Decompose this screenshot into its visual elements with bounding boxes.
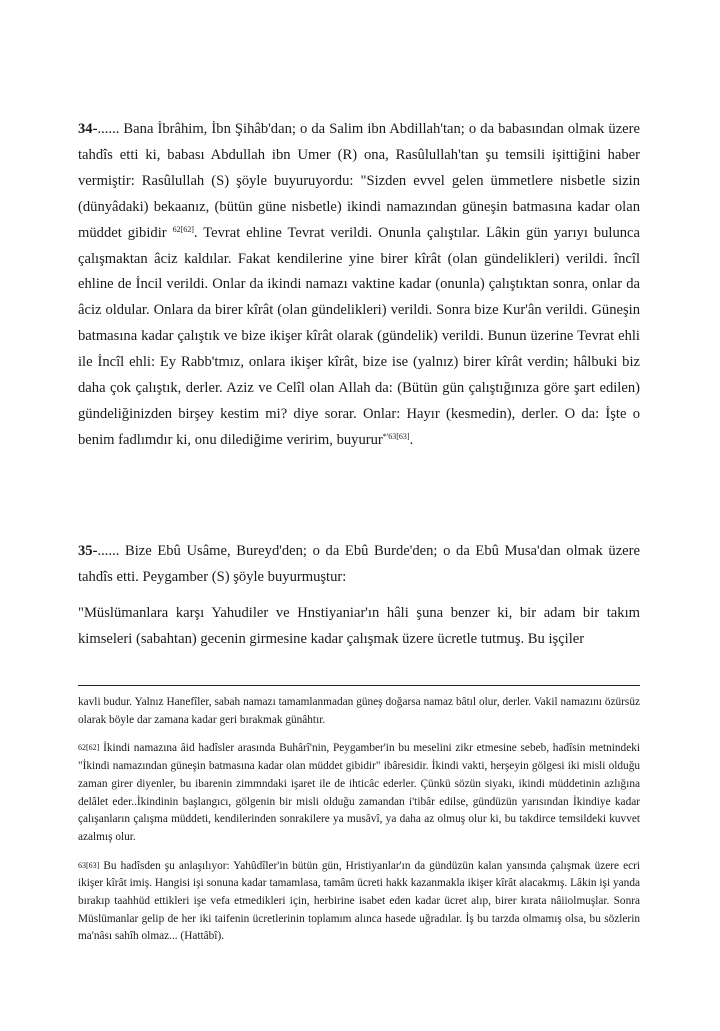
footnote-text: İkindi namazına âid hadîsler arasında Buhârî'nin, Peygamber'in bu meselini zikr etmesine sebeb, hadîsin metnindeki "İkindi namazından güneşin batmasına kadar olan müddet gibidir" ibâresidir. İkindi vakti, herşeyin gölgesi iki misli olduğu zaman girer diyenler, bu ibarenin zimmndaki işaret ile de ihticâc ederler. Çünkü sözün siyakı, ikindi müddetinin azlığına delâlet eder..İkindinin başlangıcı, gölgenin bir misli olduğu zamandan i'tibâr edilse, gündüzün yarısından İkindiye kadar çalışanların çalışma müddeti, kendilerinden sonrakilere ya musâvî, ya daha az olmuş olur ki, bu takdirce temsildeki kuvvet azalmış olur. (78, 742, 640, 843)
footnote-62 (78, 739, 640, 846)
hadith-35-quote: "Müslümanlara karşı Yahudiler ve Hnstiyaniar'ın hâli şuna benzer ki, bir adam bir takım kimseleri (sabahtan) gecenin girmesine kadar çalışmak üzere ücretle tutmuş. Bu işçiler (78, 604, 640, 647)
hadith-number: 35- (78, 543, 98, 559)
hadith-number: 34- (78, 121, 98, 137)
hadith-text: ...... Bize Ebû Usâme, Bureyd'den; o da Ebû Burde'den; o da Ebû Musa'dan olmak üzere tahdîs etti. Peygamber (S) şöyle buyurmuştur: (78, 543, 640, 585)
footnotes (78, 694, 640, 946)
hadith-35 (78, 539, 640, 653)
footnote-label: 63[63] (78, 860, 100, 870)
hadith-35-intro (78, 539, 640, 591)
footnote-ref-63[interactable]: *'63[63] (382, 431, 410, 441)
hadith-text: . Tevrat ehline Tevrat verildi. Onunla çalıştılar. Lâkin gün yarıyı bulunca çalışmaktan âciz kaldılar. Fakat kendilerine yine birer kîrât (olan gündelikleri) verildi. încîl ehline de İncil verildi. Onlar da ikindi namazı vaktine kadar (onunla) çalıştıktan sonra, onlar da âciz oldular. Onlara da birer kîrât (olan gündelikleri) verildi. Sonra bize Kur'ân verildi. Güneşin batmasına kadar çalıştık ve bize ikişer kîrât olarak (gündelik) verildi. Bunun üzerine Tevrat ehli ile İncîl ehli: Ey Rabb'tmız, onlara ikişer kîrât, bize ise (yalnız) birer kîrât verdin; hâlbuki biz daha çok çalıştık, derler. Aziz ve Celîl olan Allah da: (Bütün gün çalıştığınıza göre şart edilen) gündeliğinizden birşey kestim mi? diye sorar. Onlar: Hayır (kesmedin), derler. O da: İşte o benim fadlımdır ki, onu dilediğime veririm, buyurur (78, 224, 640, 448)
hadith-34 (78, 117, 640, 454)
hadith-text: . (409, 431, 414, 448)
footnote-divider (78, 685, 640, 686)
footnote-label: 62[62] (78, 743, 100, 753)
footnote-63 (78, 857, 640, 947)
footnote-ref-62[interactable]: 62[62] (172, 224, 194, 234)
footnote-text: Bu hadîsden şu anlaşılıyor: Yahûdîler'in bütün gün, Hristiyanlar'ın da gündüzün kalan yansında çalışmak üzere ecri ikişer kîrât imiş. Hangisi işi sonuna kadar tamamlasa, tamâm ücreti hakk kazanmakla ikişer kîrât alacakmış. Lâkin işi yanda bırakıp taahhüd ettikleri işe vefa etmedikleri için, herbirine isabet eden kadar ücret alıp, birer kırata nâiiolmuşlar. Sonra Müslümanlar gelip de her iki taifenin ücretlerinin toplamım alınca hasede uğradılar. İş bu tarzda olmamış olsa, bu sözlerin ma'nâsı sahîh olmaz... (Hattâbî). (78, 859, 641, 943)
hadith-34-paragraph (78, 117, 640, 454)
hadith-text: ...... Bana İbrâhim, İbn Şihâb'dan; o da Salim ibn Abdillah'tan; o da babasından olmak üzere tahdîs etti ki, babası Abdullah ibn Umer (R) ona, Rasûlullah'tan şu temsili işittiğini haber vermiştir: Rasûlullah (S) şöyle buyuruyordu: "Sizden evvel gelen ümmetlere nisbetle sizin (dünyâdaki) bekaanız, (bütün güne nisbetle) ikindi namazından güneşin batmasına kadar olan müddet gibidir (78, 121, 640, 241)
footnote-continued: kavli budur. Yalnız Hanefîler, sabah namazı tamamlanmadan güneş doğarsa namaz bâtıl olur, derler. Vakil namazını özürsüz olarak böyle dar zamana kadar geri bırakmak günâhtır. (78, 696, 640, 726)
